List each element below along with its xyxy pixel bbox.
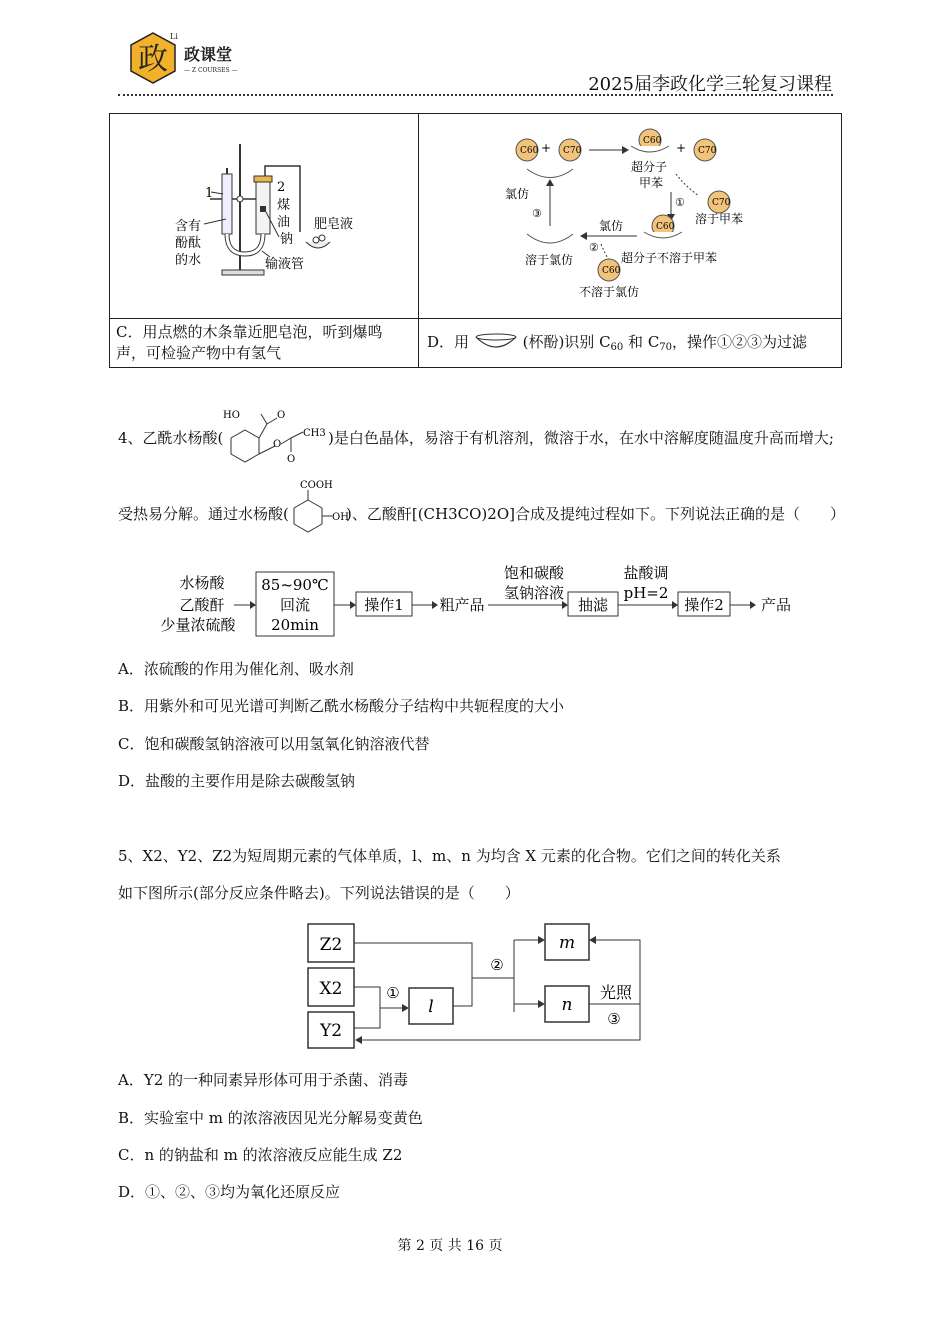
svg-text:溶于氯仿: 溶于氯仿 (525, 253, 574, 267)
q4-line2-suffix: )、乙酸酐[(CH3CO)2O]合成及提纯过程如下。下列说法正确的是（ ） (346, 505, 845, 523)
logo-sub: — Z COURSES — (184, 67, 238, 74)
svg-text:光照: 光照 (599, 983, 633, 1002)
option-c-text-cell (110, 319, 419, 368)
logo-li: Li (170, 32, 178, 41)
svg-text:操作2: 操作2 (684, 596, 724, 614)
svg-text:Y2: Y2 (319, 1021, 343, 1041)
svg-text:③: ③ (607, 1010, 621, 1028)
svg-text:②: ② (589, 241, 599, 254)
kerosene-label-1: 煤 (277, 198, 291, 213)
option-table (109, 113, 842, 368)
calixarene-cup-icon (474, 333, 518, 351)
svg-text:③: ③ (532, 207, 542, 220)
q5-line2: 如下图所示(部分反应条件略去)。下列说法错误的是（ ） (118, 884, 520, 902)
svg-text:O: O (273, 439, 282, 450)
svg-text:C60: C60 (656, 222, 675, 232)
svg-text:溶于甲苯: 溶于甲苯 (695, 212, 744, 226)
logo (126, 30, 256, 88)
option-d-mid: (杯酚)识别 C (522, 333, 611, 351)
svg-text:C60: C60 (520, 146, 539, 156)
svg-text:氯仿: 氯仿 (505, 187, 530, 201)
option-d-diagram-cell (419, 114, 842, 319)
svg-text:+: + (541, 141, 552, 155)
q4-line2: 受热易分解。通过水杨酸( (118, 505, 289, 523)
label-2: 2 (277, 180, 286, 195)
svg-text:回流: 回流 (279, 596, 311, 614)
label-1: 1 (205, 186, 214, 201)
svg-text:操作1: 操作1 (364, 596, 404, 614)
svg-text:20min: 20min (271, 616, 319, 634)
q5-option-c: C．n 的钠盐和 m 的浓溶液反应能生成 Z2 (118, 1146, 403, 1164)
q4-option-d: D．盐酸的主要作用是除去碳酸氢钠 (118, 772, 356, 790)
svg-text:盐酸调: 盐酸调 (623, 564, 669, 582)
q5-option-b: B．实验室中 m 的浓溶液因见光分解易变黄色 (118, 1109, 423, 1127)
page-number: 第 2 页 共 16 页 (397, 1238, 503, 1254)
svg-text:85~90℃: 85~90℃ (261, 576, 329, 594)
svg-text:氯仿: 氯仿 (599, 219, 624, 233)
q5-conversion-diagram (300, 918, 650, 1050)
svg-text:OH: OH (332, 512, 349, 523)
water-label-1: 含有 (175, 219, 202, 234)
q4-synthesis-flowchart (150, 560, 800, 640)
soap-label: 肥皂液 (314, 217, 354, 232)
q5-line1: 5、X2、Y2、Z2为短周期元素的气体单质，l、m、n 为均含 X 元素的化合物。它们之间的转化关系 (118, 847, 781, 865)
svg-text:HO: HO (223, 410, 240, 421)
option-d-text-cell: D．用 (杯酚)识别 $C_{60}$ 和 $C_{70}$，操作①②③为过滤 (419, 319, 842, 368)
header-divider (118, 94, 833, 96)
q4-line1: 4、乙酰水杨酸( (118, 429, 224, 447)
q4-option-c: C．饱和碳酸氢钠溶液可以用氢氧化钠溶液代替 (118, 735, 430, 753)
svg-text:乙酸酐: 乙酸酐 (179, 596, 225, 614)
svg-text:粗产品: 粗产品 (439, 596, 485, 614)
logo-hexagon-icon (126, 30, 256, 88)
svg-text:①: ① (386, 984, 400, 1002)
sodium-label: 钠 (280, 232, 294, 247)
svg-text:C70: C70 (698, 146, 717, 156)
logo-text: 政课堂 (184, 45, 233, 64)
option-d-suffix: ，操作①②③为过滤 (672, 333, 808, 351)
svg-text:l: l (428, 997, 434, 1017)
svg-text:①: ① (675, 196, 685, 209)
water-label-3: 的水 (175, 253, 202, 268)
q5-option-a: A．Y2 的一种同素异形体可用于杀菌、消毒 (118, 1071, 409, 1089)
svg-text:超分子: 超分子 (631, 160, 668, 174)
svg-text:C70: C70 (712, 198, 731, 208)
sodium-water-apparatus-diagram (110, 114, 418, 314)
calixarene-separation-diagram (419, 114, 841, 314)
course-title: 2025届李政化学三轮复习课程 (588, 74, 832, 95)
svg-text:X2: X2 (319, 979, 343, 999)
svg-text:Z2: Z2 (319, 935, 343, 955)
option-d-prefix: D．用 (427, 333, 470, 351)
svg-text:m: m (558, 933, 576, 953)
svg-text:+: + (676, 141, 687, 155)
q4-option-a: A．浓硫酸的作用为催化剂、吸水剂 (118, 660, 354, 678)
svg-text:pH=2: pH=2 (623, 584, 669, 602)
salicylic-acid-structure (284, 478, 349, 538)
option-c-diagram-cell (110, 114, 419, 319)
svg-text:COOH: COOH (300, 480, 333, 491)
svg-text:C70: C70 (563, 146, 582, 156)
svg-text:超分子不溶于甲苯: 超分子不溶于甲苯 (621, 251, 718, 265)
acetylsalicylic-acid-structure (221, 402, 329, 468)
water-label-2: 酚酞 (175, 236, 202, 251)
svg-text:C60: C60 (602, 266, 621, 276)
option-c-line1: C．用点燃的木条靠近肥皂泡，听到爆鸣 (116, 323, 383, 341)
svg-text:抽滤: 抽滤 (577, 596, 609, 614)
svg-text:饱和碳酸: 饱和碳酸 (503, 564, 565, 582)
option-c-line2: 声，可检验产物中有氢气 (116, 344, 282, 362)
q5-option-d: D．①、②、③均为氧化还原反应 (118, 1183, 341, 1201)
svg-text:C60: C60 (643, 136, 662, 146)
svg-text:CH3: CH3 (303, 428, 326, 439)
svg-text:不溶于氯仿: 不溶于氯仿 (579, 285, 640, 299)
svg-text:氢钠溶液: 氢钠溶液 (503, 584, 565, 602)
logo-mark: 政 (138, 42, 168, 77)
kerosene-label-2: 油 (277, 215, 291, 230)
q4-line1-suffix: )是白色晶体，易溶于有机溶剂，微溶于水，在水中溶解度随温度升高而增大; (328, 429, 834, 447)
svg-text:少量浓硫酸: 少量浓硫酸 (160, 616, 236, 634)
svg-text:甲苯: 甲苯 (639, 176, 664, 190)
svg-text:产品: 产品 (760, 596, 792, 614)
svg-text:②: ② (490, 956, 504, 974)
svg-text:n: n (561, 995, 573, 1015)
tube-label: 输液管 (265, 257, 305, 272)
svg-text:水杨酸: 水杨酸 (179, 574, 225, 592)
q4-option-b: B．用紫外和可见光谱可判断乙酰水杨酸分子结构中共轭程度的大小 (118, 697, 565, 715)
svg-text:O: O (277, 410, 286, 421)
svg-text:O: O (287, 454, 296, 465)
